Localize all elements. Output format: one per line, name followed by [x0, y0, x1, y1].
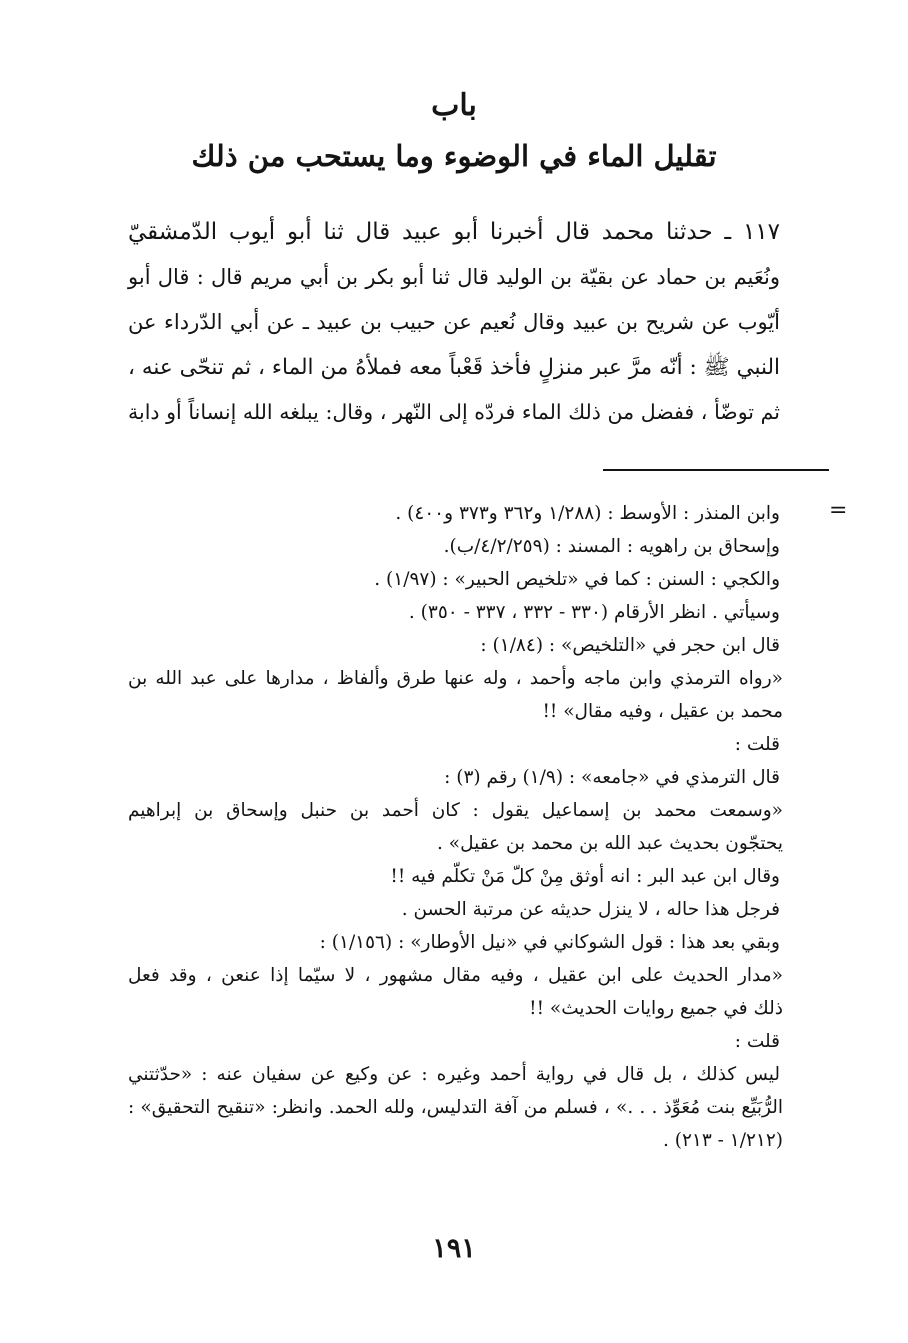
footnote-line: وإسحاق بن راهويه : المسند : (٤/٢/٢٥٩/ب).: [443, 536, 780, 557]
footnote-line: محمد بن عقيل ، وفيه مقال» !!: [542, 701, 783, 722]
footnote-line: ذلك في جميع روايات الحديث» !!: [529, 998, 783, 1019]
footnote-line: «مدار الحديث على ابن عقيل ، وفيه مقال مشهور ، لا سيّما إذا عنعن ، وقد فعل: [128, 965, 783, 986]
footnote-line: (١/٢١٢ - ٢١٣) .: [662, 1130, 783, 1151]
footnote-line: قال ابن حجر في «التلخيص» : (١/٨٤) :: [480, 635, 780, 656]
footnote-line: ليس كذلك ، بل قال في رواية أحمد وغيره : عن وكيع عن سفيان عنه : «حدّثتني: [128, 1064, 780, 1085]
footnote-line: «وسمعت محمد بن إسماعيل يقول : كان أحمد بن حنبل وإسحاق بن إبراهيم: [128, 800, 783, 821]
chapter-title: تقليل الماء في الوضوء وما يستحب من ذلك: [191, 139, 717, 173]
footnote-line: وسيأتي . انظر الأرقام (٣٣٠ - ٣٣٢ ، ٣٣٧ - ٣٥٠) .: [408, 602, 780, 623]
footnote-line: قلت :: [734, 734, 780, 755]
footnote-continuation-mark: =: [829, 498, 848, 523]
footnote-line: وبقي بعد هذا : قول الشوكاني في «نيل الأوطار» : (١/١٥٦) :: [319, 932, 780, 953]
footnote-divider: [603, 469, 829, 471]
main-text-line: ثم توضّأ ، ففضل من ذلك الماء فردّه إلى النّهر ، وقال: يبلغه الله إنساناً أو دابة: [128, 400, 780, 424]
footnote-line: فرجل هذا حاله ، لا ينزل حديثه عن مرتبة الحسن .: [401, 899, 780, 920]
main-text-line: ١١٧ ـ حدثنا محمد قال أخبرنا أبو عبيد قال ثنا أبو أيوب الدّمشقيّ: [128, 219, 780, 245]
footnote-line: قال الترمذي في «جامعه» : (١/٩) رقم (٣) :: [444, 767, 780, 788]
footnote-line: «رواه الترمذي وابن ماجه وأحمد ، وله عنها طرق وألفاظ ، مدارها على عبد الله بن: [128, 668, 783, 689]
footnotes: [128, 497, 783, 1157]
footnote-line: قلت :: [734, 1031, 780, 1052]
main-text-line: أيّوب عن شريح بن عبيد وقال نُعيم عن حبيب بن عبيد ـ عن أبي الدّرداء عن: [128, 310, 780, 334]
footnote-line: والكجي : السنن : كما في «تلخيص الحبير» : (١/٩٧) .: [374, 569, 780, 590]
footnote-line: يحتجّون بحديث عبد الله بن محمد بن عقيل» .: [437, 833, 783, 854]
footnote-line: الرُّبَيِّع بنت مُعَوِّذ . . .» ، فسلم من آفة التدليس، ولله الحمد. وانظر: «تنقيح التحقيق» :: [128, 1097, 783, 1118]
footnote-line: وقال ابن عبد البر : انه أوثق مِنْ كلّ مَنْ تكلّم فيه !!: [390, 866, 780, 887]
chapter-heading: باب: [431, 88, 477, 123]
page-number: ١٩١: [432, 1233, 476, 1264]
main-text: [128, 210, 780, 435]
main-text-line: النبي ﷺ : أنّه مرَّ عبر منزلٍ فأخذ قَعْباً معه فملأهُ من الماء ، ثم تنحّى عنه ،: [128, 355, 780, 380]
main-text-line: ونُعَيم بن حماد عن بقيّة بن الوليد قال ثنا أبو بكر بن أبي مريم قال : قال أبو: [128, 265, 780, 289]
footnote-line: وابن المنذر : الأوسط : (١/٢٨٨ و٣٦٢ و٣٧٣ و٤٠٠) .: [395, 503, 780, 524]
